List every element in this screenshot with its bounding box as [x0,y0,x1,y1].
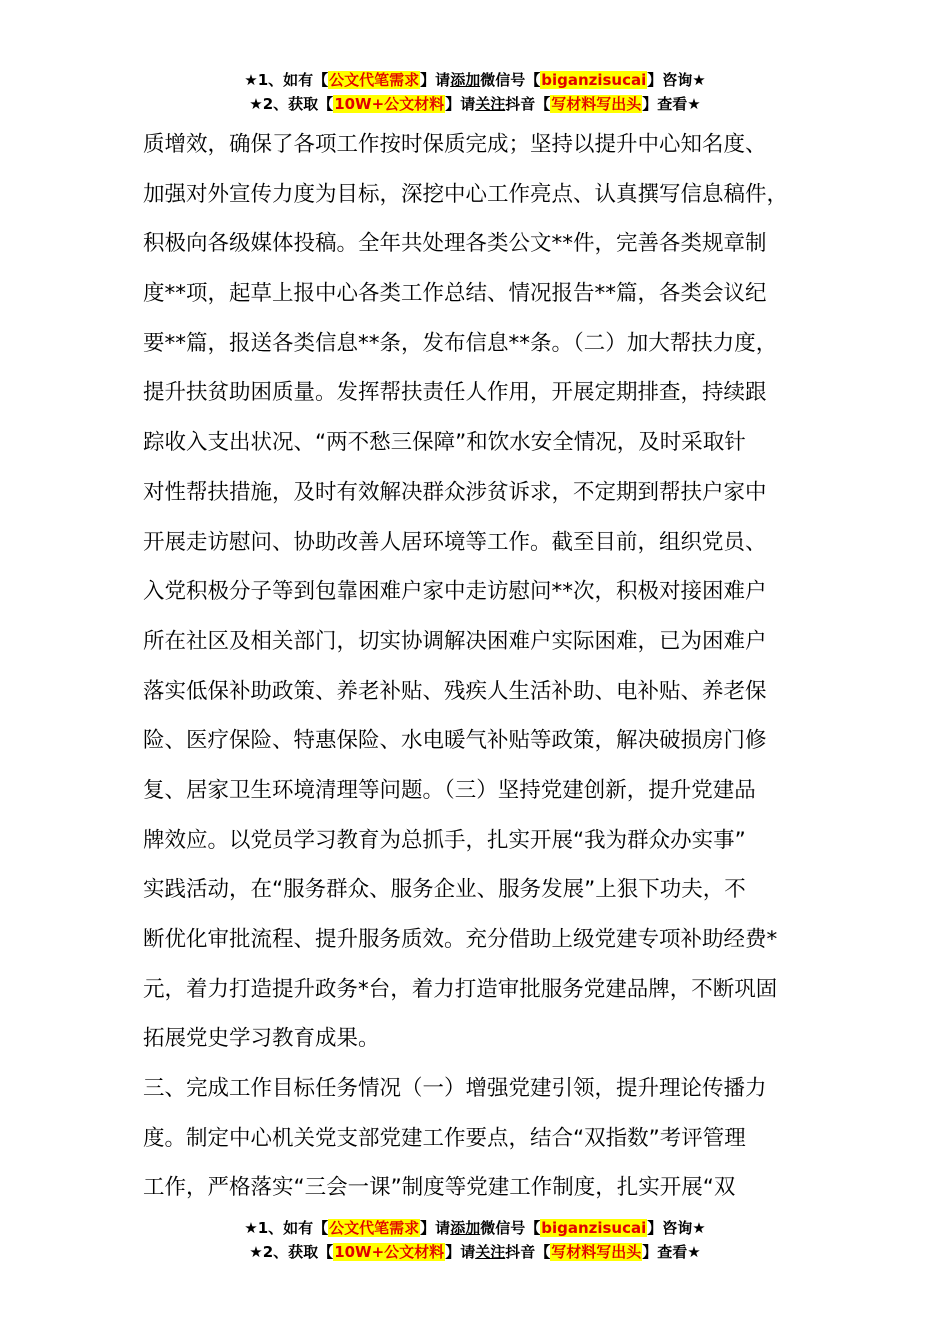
body-line: 实践活动，在“服务群众、服务企业、服务发展”上狠下功夫，不 [143,877,746,903]
footer-banner [0,1216,950,1264]
body-line: 积极向各级媒体投稿。全年共处理各类公文**件，完善各类规章制 [143,231,767,257]
body-line: 险、医疗保险、特惠保险、水电暖气补贴等政策，解决破损房门修 [143,728,767,754]
header-line-1-mid1: 】请 [420,71,451,89]
body-line: 提升扶贫助困质量。发挥帮扶责任人作用，开展定期排查，持续跟 [143,380,767,406]
footer-highlight-wechat-id: biganzisucai [541,1219,647,1237]
footer-line-1-suffix: 】咨询★ [647,1219,706,1237]
body-line: 牌效应。以党员学习教育为总抓手，扎实开展“我为群众办实事” [143,827,746,853]
header-line-2-suffix: 】查看★ [642,95,701,113]
document-body [143,120,833,1213]
header-line-1-mid2: 微信号【 [480,71,541,89]
footer-line-1-mid1: 】请 [420,1219,451,1237]
header-line-2-mid1: 】请 [445,95,476,113]
header-line-2-mid2: 抖音【 [505,95,551,113]
header-line-2-prefix: ★2、获取【 [249,95,334,113]
footer-line-1-underline: 添加 [450,1219,481,1237]
footer-line-1-mid2: 微信号【 [480,1219,541,1237]
header-banner [0,68,950,116]
header-highlight-materials: 10W+公文材料 [334,95,445,113]
body-line: 入党积极分子等到包靠困难户家中走访慰问**次，积极对接困难户 [143,579,767,605]
body-line: 元，着力打造提升政务*台，着力打造审批服务党建品牌，不断巩固 [143,976,778,1002]
body-line: 所在社区及相关部门，切实协调解决困难户实际困难，已为困难户 [143,628,767,654]
body-line: 复、居家卫生环境清理等问题。（三）坚持党建创新，提升党建品 [143,777,756,803]
section-heading-line: 三、完成工作目标任务情况（一）增强党建引领，提升理论传播力 [143,1076,767,1102]
body-line: 工作，严格落实“三会一课”制度等党建工作制度，扎实开展“双 [143,1175,736,1201]
header-highlight-douyin-id: 写材料写出头 [551,95,642,113]
header-line-1-suffix: 】咨询★ [647,71,706,89]
footer-highlight-douyin-id: 写材料写出头 [551,1243,642,1261]
body-line: 对性帮扶措施，及时有效解决群众涉贫诉求，不定期到帮扶户家中 [143,479,767,505]
footer-highlight-service: 公文代笔需求 [329,1219,420,1237]
header-line-1-prefix: ★1、如有【 [244,71,329,89]
header-highlight-service: 公文代笔需求 [329,71,420,89]
header-line-1 [0,68,950,92]
body-line: 质增效，确保了各项工作按时保质完成；坚持以提升中心知名度、 [143,132,767,157]
header-line-2 [0,92,950,116]
footer-line-1 [0,1216,950,1240]
footer-line-2-mid1: 】请 [445,1243,476,1261]
footer-line-2-prefix: ★2、获取【 [249,1243,334,1261]
footer-line-2-mid2: 抖音【 [505,1243,551,1261]
header-highlight-wechat-id: biganzisucai [541,71,647,89]
body-line: 要**篇，报送各类信息**条，发布信息**条。（二）加大帮扶力度， [143,330,778,356]
body-line: 开展走访慰问、协助改善人居环境等工作。截至目前，组织党员、 [143,529,767,555]
body-line: 拓展党史学习教育成果。 [143,1026,380,1052]
footer-highlight-materials: 10W+公文材料 [334,1243,445,1261]
body-line: 度**项，起草上报中心各类工作总结、情况报告**篇，各类会议纪 [143,281,767,307]
body-line: 加强对外宣传力度为目标，深挖中心工作亮点、认真撰写信息稿件， [143,181,789,207]
body-line: 踪收入支出状况、“两不愁三保障”和饮水安全情况，及时采取针 [143,430,746,456]
body-line: 落实低保补助政策、养老补贴、残疾人生活补助、电补贴、养老保 [143,678,767,704]
footer-line-2 [0,1240,950,1264]
header-line-1-underline: 添加 [450,71,481,89]
footer-line-2-suffix: 】查看★ [642,1243,701,1261]
footer-line-2-underline: 关注 [475,1243,506,1261]
body-line: 断优化审批流程、提升服务质效。充分借助上级党建专项补助经费* [143,927,778,952]
body-line: 度。制定中心机关党支部党建工作要点，结合“双指数”考评管理 [143,1125,746,1151]
header-line-2-underline: 关注 [475,95,506,113]
footer-line-1-prefix: ★1、如有【 [244,1219,329,1237]
